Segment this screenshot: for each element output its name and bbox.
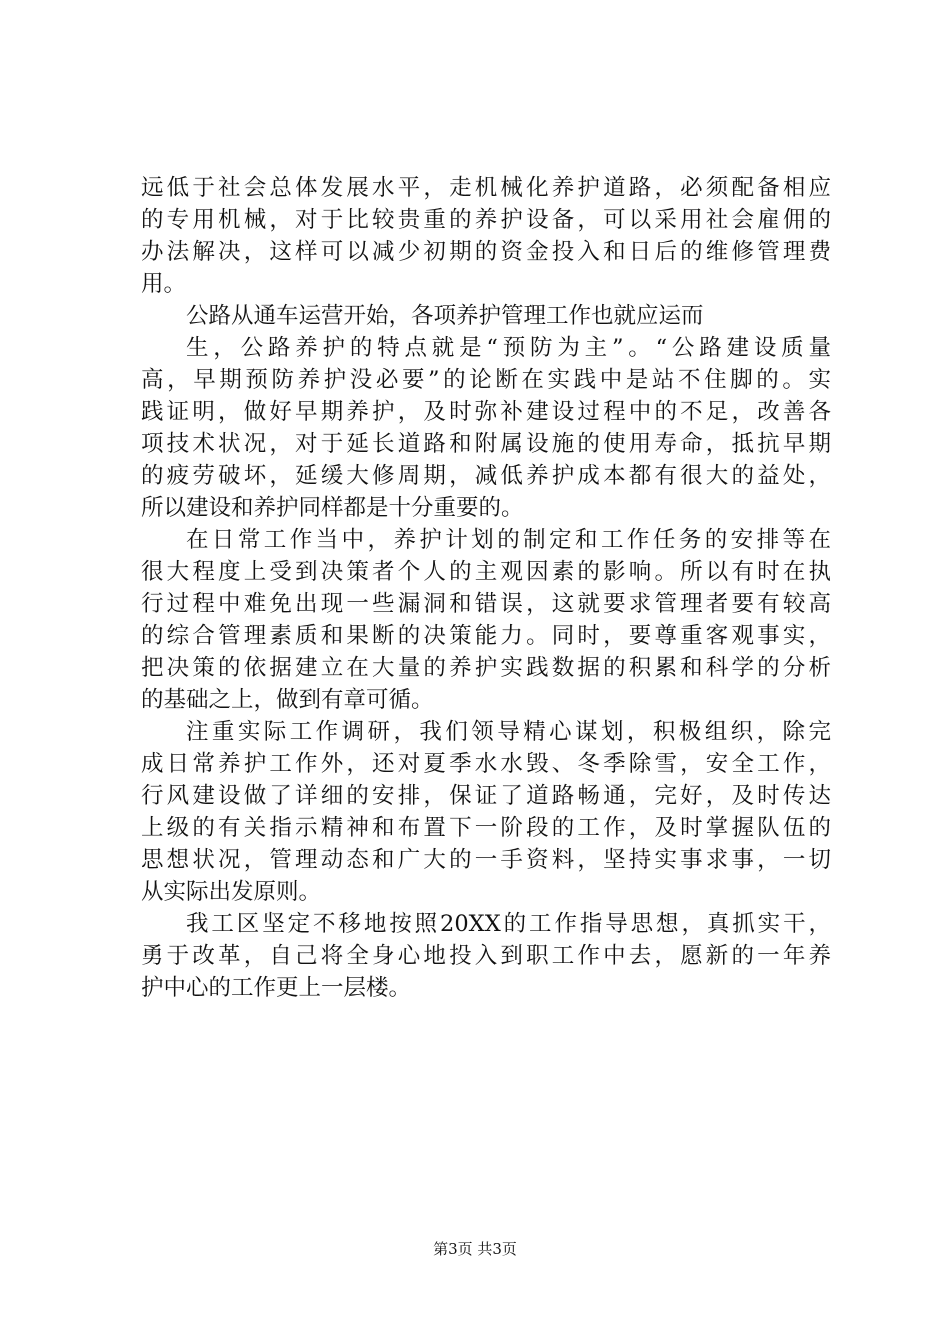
text-line: 办法解决，这样可以减少初期的资金投入和日后的维修管理费 <box>141 239 831 265</box>
text-line: 用。 <box>141 271 187 297</box>
text-line: 护中心的工作更上一层楼。 <box>141 975 412 1001</box>
text-line: 生，公路养护的特点就是“预防为主”。“公路建设质量 <box>186 335 831 361</box>
text-line: 的专用机械，对于比较贵重的养护设备，可以采用社会雇佣的 <box>141 207 831 233</box>
text-line: 在日常工作当中，养护计划的制定和工作任务的安排等在 <box>186 527 831 553</box>
text-line: 把决策的依据建立在大量的养护实践数据的积累和科学的分析 <box>141 655 831 681</box>
text-line: 践证明，做好早期养护，及时弥补建设过程中的不足，改善各 <box>141 399 831 425</box>
text-line: 注重实际工作调研，我们领导精心谋划，积极组织，除完 <box>186 719 831 745</box>
text-line: 上级的有关指示精神和布置下一阶段的工作，及时掌握队伍的 <box>141 815 831 841</box>
text-line: 从实际出发原则。 <box>141 879 322 905</box>
text-line: 很大程度上受到决策者个人的主观因素的影响。所以有时在执 <box>141 559 831 585</box>
text-line: 高，早期预防养护没必要”的论断在实践中是站不住脚的。实 <box>141 367 831 393</box>
text-line: 的综合管理素质和果断的决策能力。同时，要尊重客观事实， <box>141 623 831 649</box>
text-line: 的疲劳破坏，延缓大修周期，减低养护成本都有很大的益处， <box>141 463 831 489</box>
text-line: 行过程中难免出现一些漏洞和错误，这就要求管理者要有较高 <box>141 591 831 617</box>
page-footer: 第3页 共3页 <box>433 1240 517 1258</box>
text-line: 我工区坚定不移地按照20XX的工作指导思想，真抓实干， <box>186 911 831 937</box>
document-body <box>141 172 831 1004</box>
text-line: 所以建设和养护同样都是十分重要的。 <box>141 495 524 521</box>
text-line: 行风建设做了详细的安排，保证了道路畅通，完好，及时传达 <box>141 783 831 809</box>
text-line: 的基础之上，做到有章可循。 <box>141 687 434 713</box>
text-line: 远低于社会总体发展水平，走机械化养护道路，必须配备相应 <box>141 175 831 201</box>
text-line: 项技术状况，对于延长道路和附属设施的使用寿命，抵抗早期 <box>141 431 831 457</box>
text-line: 公路从通车运营开始，各项养护管理工作也就应运而 <box>186 303 704 329</box>
text-line: 勇于改革，自己将全身心地投入到职工作中去，愿新的一年养 <box>141 943 831 969</box>
text-line: 思想状况，管理动态和广大的一手资料，坚持实事求事，一切 <box>141 847 831 873</box>
text-line: 成日常养护工作外，还对夏季水水毁、冬季除雪，安全工作， <box>141 751 831 777</box>
